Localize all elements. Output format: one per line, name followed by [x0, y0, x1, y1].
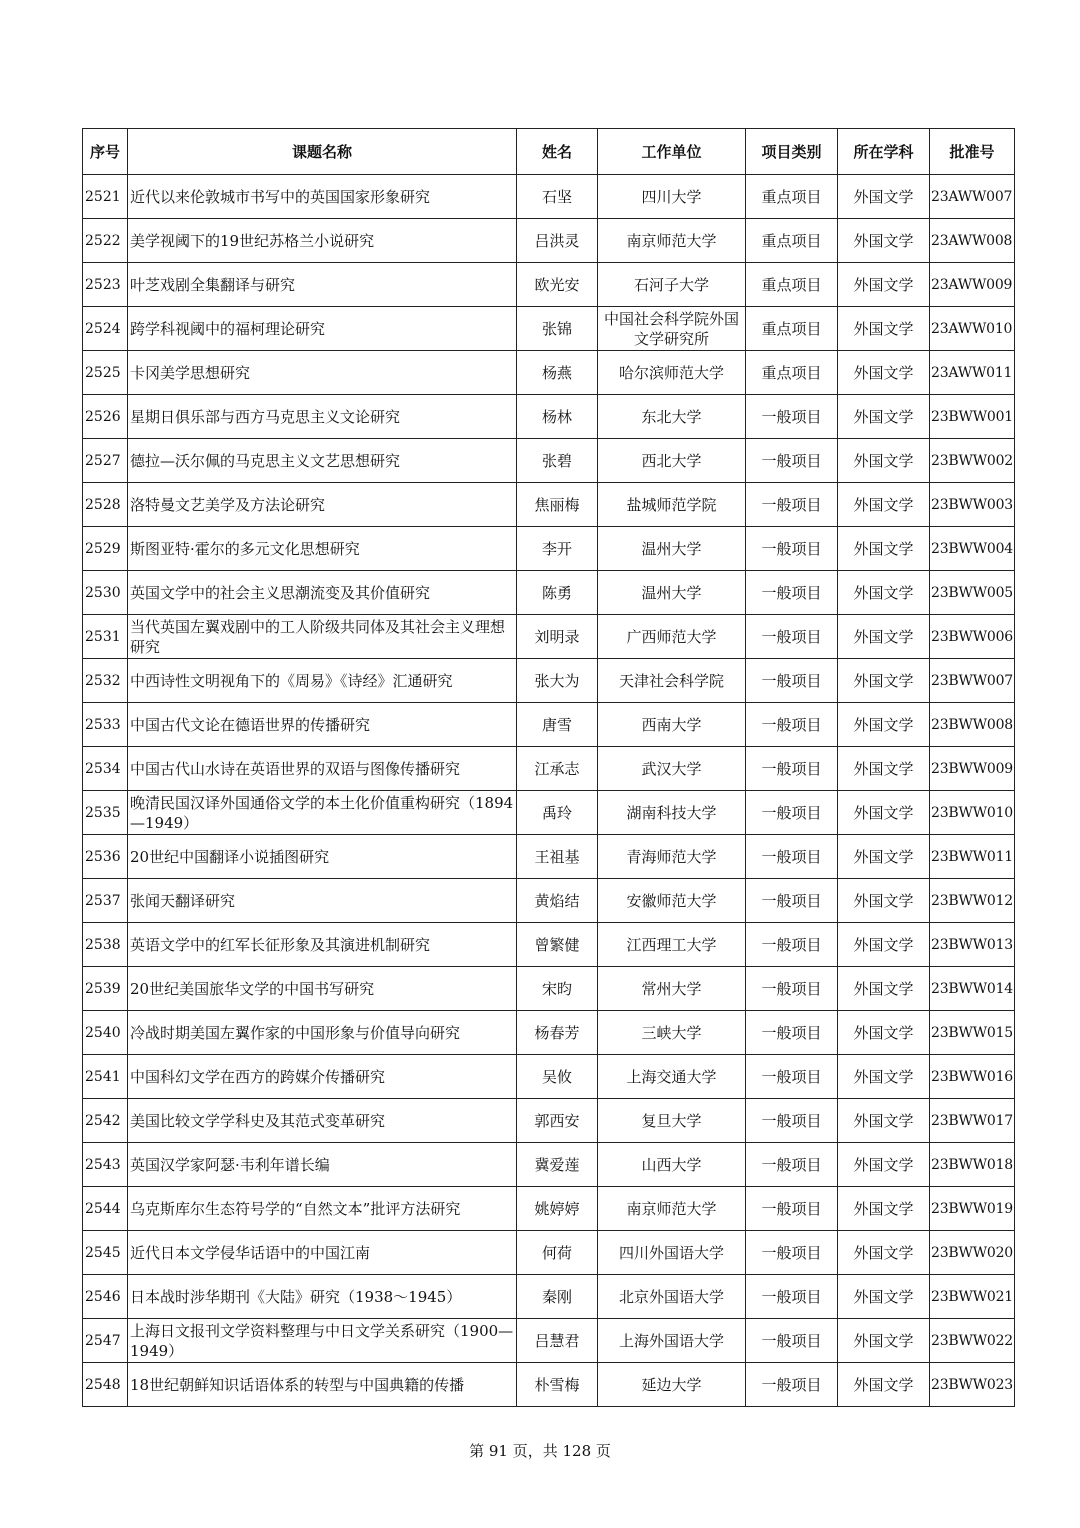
category-cell: 一般项目 [746, 571, 838, 615]
title-cell: 近代以来伦敦城市书写中的英国国家形象研究 [128, 175, 517, 219]
serial-cell: 2547 [83, 1319, 128, 1363]
category-cell: 一般项目 [746, 703, 838, 747]
serial-cell: 2540 [83, 1011, 128, 1055]
name-cell: 杨春芳 [517, 1011, 598, 1055]
table-row [83, 923, 1015, 967]
unit-cell: 广西师范大学 [598, 615, 746, 659]
category-cell: 一般项目 [746, 527, 838, 571]
approval-no-cell: 23AWW010 [930, 307, 1015, 351]
table-row [83, 175, 1015, 219]
title-cell: 英语文学中的红军长征形象及其演进机制研究 [128, 923, 517, 967]
unit-cell: 温州大学 [598, 527, 746, 571]
approval-no-cell: 23BWW001 [930, 395, 1015, 439]
discipline-cell: 外国文学 [838, 879, 930, 923]
approval-no-cell: 23BWW002 [930, 439, 1015, 483]
unit-cell: 三峡大学 [598, 1011, 746, 1055]
table-row [83, 439, 1015, 483]
title-cell: 20世纪中国翻译小说插图研究 [128, 835, 517, 879]
name-cell: 焦丽梅 [517, 483, 598, 527]
serial-cell: 2546 [83, 1275, 128, 1319]
name-cell: 黄焰结 [517, 879, 598, 923]
approval-no-cell: 23BWW012 [930, 879, 1015, 923]
page-number: 第 91 页，共 128 页 [469, 1442, 611, 1460]
table-row [83, 263, 1015, 307]
approval-no-cell: 23BWW010 [930, 791, 1015, 835]
discipline-cell: 外国文学 [838, 923, 930, 967]
title-cell: 中西诗性文明视角下的《周易》《诗经》汇通研究 [128, 659, 517, 703]
approval-no-cell: 23BWW007 [930, 659, 1015, 703]
category-cell: 一般项目 [746, 1011, 838, 1055]
header-serial: 序号 [83, 129, 128, 175]
category-cell: 一般项目 [746, 791, 838, 835]
serial-cell: 2538 [83, 923, 128, 967]
approval-no-cell: 23BWW014 [930, 967, 1015, 1011]
approval-no-cell: 23AWW008 [930, 219, 1015, 263]
title-cell: 晚清民国汉译外国通俗文学的本土化价值重构研究（1894—1949） [128, 791, 517, 835]
serial-cell: 2535 [83, 791, 128, 835]
title-cell: 乌克斯库尔生态符号学的“自然文本”批评方法研究 [128, 1187, 517, 1231]
unit-cell: 温州大学 [598, 571, 746, 615]
serial-cell: 2523 [83, 263, 128, 307]
name-cell: 张大为 [517, 659, 598, 703]
table-row [83, 1055, 1015, 1099]
title-cell: 中国古代文论在德语世界的传播研究 [128, 703, 517, 747]
unit-cell: 山西大学 [598, 1143, 746, 1187]
title-cell: 德拉—沃尔佩的马克思主义文艺思想研究 [128, 439, 517, 483]
header-row [83, 129, 1015, 175]
approval-no-cell: 23BWW009 [930, 747, 1015, 791]
serial-cell: 2527 [83, 439, 128, 483]
title-cell: 洛特曼文艺美学及方法论研究 [128, 483, 517, 527]
serial-cell: 2530 [83, 571, 128, 615]
title-cell: 冷战时期美国左翼作家的中国形象与价值导向研究 [128, 1011, 517, 1055]
name-cell: 吴攸 [517, 1055, 598, 1099]
name-cell: 刘明录 [517, 615, 598, 659]
unit-cell: 安徽师范大学 [598, 879, 746, 923]
unit-cell: 四川外国语大学 [598, 1231, 746, 1275]
serial-cell: 2537 [83, 879, 128, 923]
table-row [83, 1231, 1015, 1275]
name-cell: 禹玲 [517, 791, 598, 835]
approval-no-cell: 23BWW020 [930, 1231, 1015, 1275]
serial-cell: 2544 [83, 1187, 128, 1231]
serial-cell: 2539 [83, 967, 128, 1011]
unit-cell: 中国社会科学院外国文学研究所 [598, 307, 746, 351]
approval-no-cell: 23BWW015 [930, 1011, 1015, 1055]
unit-cell: 天津社会科学院 [598, 659, 746, 703]
serial-cell: 2542 [83, 1099, 128, 1143]
discipline-cell: 外国文学 [838, 1011, 930, 1055]
serial-cell: 2541 [83, 1055, 128, 1099]
serial-cell: 2536 [83, 835, 128, 879]
approval-no-cell: 23BWW018 [930, 1143, 1015, 1187]
title-cell: 中国科幻文学在西方的跨媒介传播研究 [128, 1055, 517, 1099]
unit-cell: 哈尔滨师范大学 [598, 351, 746, 395]
title-cell: 张闻天翻译研究 [128, 879, 517, 923]
name-cell: 何荷 [517, 1231, 598, 1275]
discipline-cell: 外国文学 [838, 1055, 930, 1099]
title-cell: 英国文学中的社会主义思潮流变及其价值研究 [128, 571, 517, 615]
table-row [83, 527, 1015, 571]
category-cell: 一般项目 [746, 879, 838, 923]
category-cell: 一般项目 [746, 923, 838, 967]
approval-no-cell: 23AWW011 [930, 351, 1015, 395]
name-cell: 曾繁健 [517, 923, 598, 967]
discipline-cell: 外国文学 [838, 395, 930, 439]
title-cell: 18世纪朝鲜知识话语体系的转型与中国典籍的传播 [128, 1363, 517, 1407]
serial-cell: 2524 [83, 307, 128, 351]
discipline-cell: 外国文学 [838, 1363, 930, 1407]
unit-cell: 四川大学 [598, 175, 746, 219]
table-header [83, 129, 1015, 175]
unit-cell: 上海外国语大学 [598, 1319, 746, 1363]
approval-no-cell: 23BWW022 [930, 1319, 1015, 1363]
table-row [83, 879, 1015, 923]
approval-no-cell: 23BWW008 [930, 703, 1015, 747]
table-row [83, 307, 1015, 351]
discipline-cell: 外国文学 [838, 527, 930, 571]
name-cell: 姚婷婷 [517, 1187, 598, 1231]
name-cell: 陈勇 [517, 571, 598, 615]
unit-cell: 北京外国语大学 [598, 1275, 746, 1319]
unit-cell: 西北大学 [598, 439, 746, 483]
category-cell: 一般项目 [746, 615, 838, 659]
title-cell: 叶芝戏剧全集翻译与研究 [128, 263, 517, 307]
name-cell: 杨林 [517, 395, 598, 439]
category-cell: 一般项目 [746, 1275, 838, 1319]
category-cell: 一般项目 [746, 1363, 838, 1407]
discipline-cell: 外国文学 [838, 483, 930, 527]
serial-cell: 2528 [83, 483, 128, 527]
discipline-cell: 外国文学 [838, 1143, 930, 1187]
approval-no-cell: 23BWW004 [930, 527, 1015, 571]
category-cell: 一般项目 [746, 1187, 838, 1231]
discipline-cell: 外国文学 [838, 1187, 930, 1231]
table-row [83, 1187, 1015, 1231]
title-cell: 跨学科视阈中的福柯理论研究 [128, 307, 517, 351]
unit-cell: 石河子大学 [598, 263, 746, 307]
title-cell: 美国比较文学学科史及其范式变革研究 [128, 1099, 517, 1143]
serial-cell: 2522 [83, 219, 128, 263]
category-cell: 一般项目 [746, 1055, 838, 1099]
discipline-cell: 外国文学 [838, 571, 930, 615]
table-row [83, 219, 1015, 263]
discipline-cell: 外国文学 [838, 1275, 930, 1319]
category-cell: 一般项目 [746, 659, 838, 703]
category-cell: 一般项目 [746, 1099, 838, 1143]
unit-cell: 南京师范大学 [598, 1187, 746, 1231]
unit-cell: 南京师范大学 [598, 219, 746, 263]
header-discipline: 所在学科 [838, 129, 930, 175]
unit-cell: 常州大学 [598, 967, 746, 1011]
table-row [83, 703, 1015, 747]
approval-no-cell: 23BWW023 [930, 1363, 1015, 1407]
unit-cell: 复旦大学 [598, 1099, 746, 1143]
name-cell: 郭西安 [517, 1099, 598, 1143]
title-cell: 当代英国左翼戏剧中的工人阶级共同体及其社会主义理想研究 [128, 615, 517, 659]
discipline-cell: 外国文学 [838, 351, 930, 395]
serial-cell: 2525 [83, 351, 128, 395]
name-cell: 石坚 [517, 175, 598, 219]
category-cell: 一般项目 [746, 395, 838, 439]
title-cell: 卡冈美学思想研究 [128, 351, 517, 395]
table-row [83, 1143, 1015, 1187]
approval-no-cell: 23AWW009 [930, 263, 1015, 307]
unit-cell: 上海交通大学 [598, 1055, 746, 1099]
discipline-cell: 外国文学 [838, 659, 930, 703]
approval-no-cell: 23BWW019 [930, 1187, 1015, 1231]
discipline-cell: 外国文学 [838, 615, 930, 659]
name-cell: 宋昀 [517, 967, 598, 1011]
project-table [82, 128, 1015, 1407]
discipline-cell: 外国文学 [838, 703, 930, 747]
table-row [83, 483, 1015, 527]
category-cell: 一般项目 [746, 747, 838, 791]
name-cell: 冀爱莲 [517, 1143, 598, 1187]
category-cell: 重点项目 [746, 219, 838, 263]
header-approval-no: 批准号 [930, 129, 1015, 175]
approval-no-cell: 23BWW016 [930, 1055, 1015, 1099]
title-cell: 星期日俱乐部与西方马克思主义文论研究 [128, 395, 517, 439]
discipline-cell: 外国文学 [838, 967, 930, 1011]
category-cell: 一般项目 [746, 835, 838, 879]
serial-cell: 2529 [83, 527, 128, 571]
table-row [83, 659, 1015, 703]
title-cell: 英国汉学家阿瑟·韦利年谱长编 [128, 1143, 517, 1187]
category-cell: 一般项目 [746, 967, 838, 1011]
approval-no-cell: 23BWW011 [930, 835, 1015, 879]
table-body [83, 175, 1015, 1407]
discipline-cell: 外国文学 [838, 747, 930, 791]
title-cell: 美学视阈下的19世纪苏格兰小说研究 [128, 219, 517, 263]
title-cell: 斯图亚特·霍尔的多元文化思想研究 [128, 527, 517, 571]
category-cell: 一般项目 [746, 1319, 838, 1363]
approval-no-cell: 23AWW007 [930, 175, 1015, 219]
discipline-cell: 外国文学 [838, 835, 930, 879]
name-cell: 张碧 [517, 439, 598, 483]
table-row [83, 1099, 1015, 1143]
serial-cell: 2534 [83, 747, 128, 791]
table-row [83, 967, 1015, 1011]
approval-no-cell: 23BWW021 [930, 1275, 1015, 1319]
category-cell: 重点项目 [746, 263, 838, 307]
unit-cell: 东北大学 [598, 395, 746, 439]
unit-cell: 江西理工大学 [598, 923, 746, 967]
header-unit: 工作单位 [598, 129, 746, 175]
discipline-cell: 外国文学 [838, 791, 930, 835]
title-cell: 20世纪美国旅华文学的中国书写研究 [128, 967, 517, 1011]
unit-cell: 青海师范大学 [598, 835, 746, 879]
table-row [83, 351, 1015, 395]
approval-no-cell: 23BWW017 [930, 1099, 1015, 1143]
approval-no-cell: 23BWW003 [930, 483, 1015, 527]
category-cell: 一般项目 [746, 483, 838, 527]
table-row [83, 747, 1015, 791]
approval-no-cell: 23BWW013 [930, 923, 1015, 967]
serial-cell: 2532 [83, 659, 128, 703]
table-row [83, 615, 1015, 659]
unit-cell: 延边大学 [598, 1363, 746, 1407]
unit-cell: 湖南科技大学 [598, 791, 746, 835]
name-cell: 欧光安 [517, 263, 598, 307]
unit-cell: 武汉大学 [598, 747, 746, 791]
discipline-cell: 外国文学 [838, 263, 930, 307]
name-cell: 吕洪灵 [517, 219, 598, 263]
title-cell: 近代日本文学侵华话语中的中国江南 [128, 1231, 517, 1275]
discipline-cell: 外国文学 [838, 219, 930, 263]
category-cell: 重点项目 [746, 175, 838, 219]
discipline-cell: 外国文学 [838, 1319, 930, 1363]
category-cell: 重点项目 [746, 307, 838, 351]
serial-cell: 2526 [83, 395, 128, 439]
category-cell: 重点项目 [746, 351, 838, 395]
serial-cell: 2521 [83, 175, 128, 219]
name-cell: 江承志 [517, 747, 598, 791]
discipline-cell: 外国文学 [838, 175, 930, 219]
serial-cell: 2533 [83, 703, 128, 747]
table-row [83, 1011, 1015, 1055]
unit-cell: 盐城师范学院 [598, 483, 746, 527]
unit-cell: 西南大学 [598, 703, 746, 747]
serial-cell: 2548 [83, 1363, 128, 1407]
name-cell: 杨燕 [517, 351, 598, 395]
serial-cell: 2543 [83, 1143, 128, 1187]
discipline-cell: 外国文学 [838, 307, 930, 351]
discipline-cell: 外国文学 [838, 1231, 930, 1275]
name-cell: 王祖基 [517, 835, 598, 879]
name-cell: 吕慧君 [517, 1319, 598, 1363]
name-cell: 朴雪梅 [517, 1363, 598, 1407]
category-cell: 一般项目 [746, 439, 838, 483]
discipline-cell: 外国文学 [838, 439, 930, 483]
title-cell: 日本战时涉华期刊《大陆》研究（1938～1945） [128, 1275, 517, 1319]
category-cell: 一般项目 [746, 1143, 838, 1187]
table-row [83, 1275, 1015, 1319]
table-row [83, 1319, 1015, 1363]
table-row [83, 791, 1015, 835]
table-row [83, 1363, 1015, 1407]
name-cell: 秦刚 [517, 1275, 598, 1319]
approval-no-cell: 23BWW006 [930, 615, 1015, 659]
title-cell: 上海日文报刊文学资料整理与中日文学关系研究（1900—1949） [128, 1319, 517, 1363]
discipline-cell: 外国文学 [838, 1099, 930, 1143]
header-title: 课题名称 [128, 129, 517, 175]
category-cell: 一般项目 [746, 1231, 838, 1275]
table-row [83, 835, 1015, 879]
table-row [83, 571, 1015, 615]
serial-cell: 2531 [83, 615, 128, 659]
serial-cell: 2545 [83, 1231, 128, 1275]
title-cell: 中国古代山水诗在英语世界的双语与图像传播研究 [128, 747, 517, 791]
name-cell: 张锦 [517, 307, 598, 351]
name-cell: 唐雪 [517, 703, 598, 747]
header-category: 项目类别 [746, 129, 838, 175]
name-cell: 李开 [517, 527, 598, 571]
header-name: 姓名 [517, 129, 598, 175]
approval-no-cell: 23BWW005 [930, 571, 1015, 615]
table-row [83, 395, 1015, 439]
